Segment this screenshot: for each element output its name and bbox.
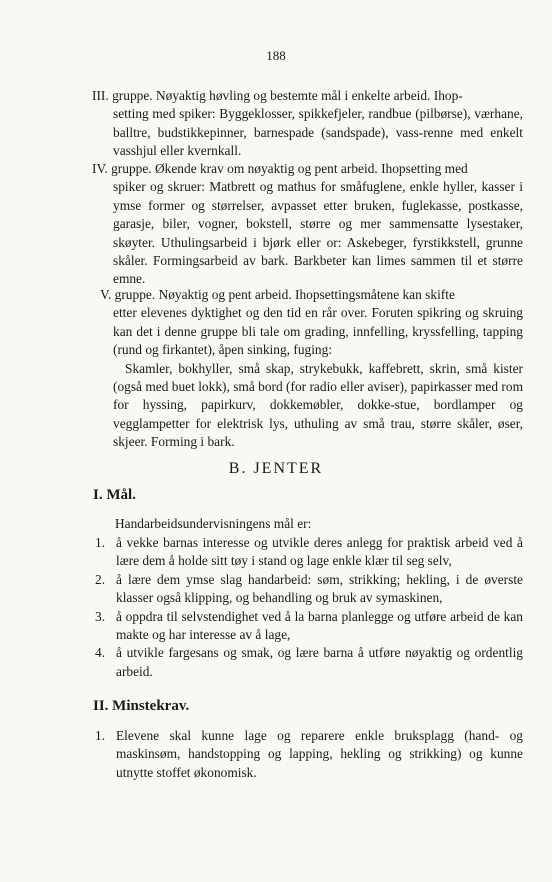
list-text: å utvikle fargesans og smak, og lære barna å utføre nøyaktig og ordentlig arbeid. <box>116 645 523 679</box>
list-text: å oppdra til selvstendighet ved å la barna planlegge og utføre arbeid de kan makte og har interesse av å lage, <box>116 608 523 643</box>
list-number: 1. <box>95 535 106 550</box>
group-v-first-line <box>92 286 523 304</box>
group-iii-paragraph <box>92 87 523 161</box>
list-number: 3. <box>95 608 106 624</box>
group-iv-label: IV. <box>92 161 108 176</box>
list-text: å lære dem ymse slag handarbeid: søm, strikking; hekling, i de øverste klasser også klipping, og behandling og bruk av symaskinen, <box>116 571 523 606</box>
list-item <box>95 534 523 571</box>
group-iv-paragraph <box>92 160 523 289</box>
requirements-list <box>95 727 523 782</box>
group-iii-first-text: gruppe. Nøyaktig høvling og bestemte mål i enkelte arbeid. Ihop- <box>112 88 463 103</box>
list-item <box>95 608 523 645</box>
group-v-label: V. <box>100 287 112 302</box>
list-item <box>95 727 523 782</box>
group-iii-text: setting med spiker: Byggeklosser, spikkefjeler, randbue (pilbørse), værhane, balltre, budstikkepinner, barnespade (sandspade), vass-renne med enkelt vasshjul eller kvernkall. <box>113 106 523 159</box>
group-iv-first-line <box>92 160 523 178</box>
group-v-paragraph <box>92 286 523 452</box>
list-text: å vekke barnas interesse og utvikle deres anlegg for praktisk arbeid ved å lære dem å holde sitt tøy i stand og lage enkle klær til seg selv, <box>116 535 523 569</box>
section-intro: Handarbeidsundervisningens mål er: <box>115 516 312 531</box>
group-iii-first-line <box>92 87 523 105</box>
list-number: 2. <box>95 571 106 587</box>
group-iv-text: spiker og skruer: Matbrett og mathus for småfuglene, enkle hyller, kasser i ymse former og størrelser, avpasset etter bruken, fuglekasse, postkasse, garasje, biler, vogner, bokstell, større og mer sammensatte lysestaker, skøyter. Uthulingsarbeid i bjørk eller or: Askebeger, fyrstikkstell, grunne skåler. Formingsarbeid av bark. Barkbeter kan limes sammen til et større emne. <box>113 179 523 287</box>
page-number: 188 <box>266 48 286 63</box>
list-item <box>95 571 523 608</box>
list-text: Elevene skal kunne lage og reparere enkle bruksplagg (hand- og maskinsøm, handstopping og lapping, hekling og strikking) og kunne utnytte stoffet økonomisk. <box>116 728 523 780</box>
group-v-text: etter elevenes dyktighet og den tid en rår over. Foruten spikring og skruing kan det i denne gruppe bli tale om grading, innfelling, kryssfelling, tapping (rund og firkantet), åpen sinking, fuging: <box>113 305 523 358</box>
goals-list <box>95 534 523 681</box>
list-number: 1. <box>95 728 106 743</box>
list-item <box>95 644 523 681</box>
group-iv-first-text: gruppe. Økende krav om nøyaktig og pent arbeid. Ihopsetting med <box>111 161 468 176</box>
section-heading-minstekrav: II. Minstekrav. <box>93 698 190 714</box>
section-b-title: B. JENTER <box>228 460 324 477</box>
group-v-item-list-paragraph: Skamler, bokhyller, små skap, strykebukk, kaffebrett, skrin, små kister (også med buet lokk), små bord (for radio eller aviser), papirkasser med rom for hyssing, papirkurv, dokkemøbler, dokke-stue, bordlamper og vegglampetter for elektrisk lys, uthuling av små trau, større skåler, øser, skjeer. Forming i bark. <box>113 360 523 450</box>
section-heading-maal: I. Mål. <box>93 487 136 503</box>
group-v-first-text: gruppe. Nøyaktig og pent arbeid. Ihopsettingsmåtene kan skifte <box>114 287 455 302</box>
list-number: 4. <box>95 645 106 661</box>
group-iii-label: III. <box>92 88 109 103</box>
